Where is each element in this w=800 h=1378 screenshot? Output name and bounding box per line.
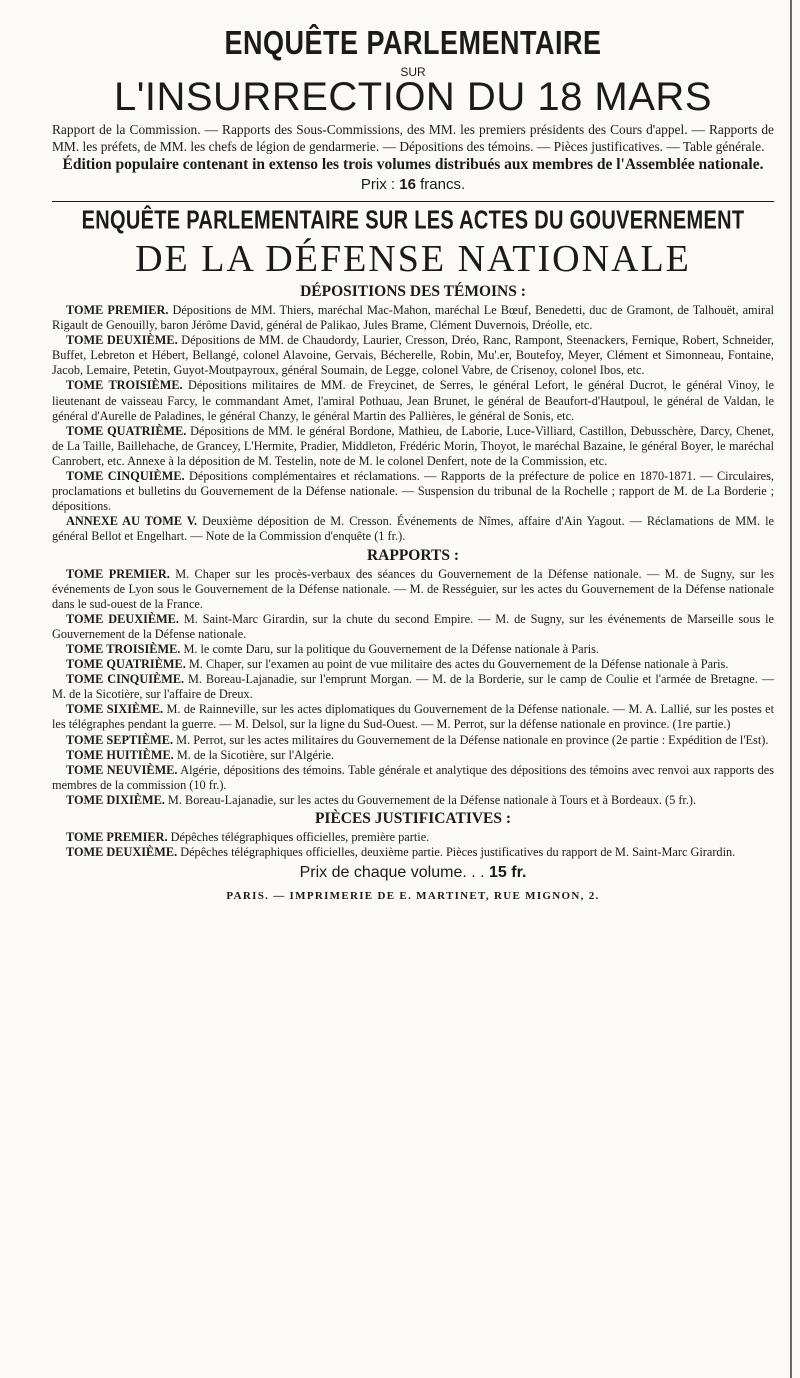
first-price-label: Prix : [360,176,396,193]
rapport-item: TOME CINQUIÈME. M. Boreau-Lajanadie, sur l'emprunt Morgan. — M. de la Borderie, sur le camp de Coulie et l'armée de Bretagne. — M. de la Sicotière, sur l'affaire de Dreux. [52,672,774,702]
first-subject: L'INSURRECTION DU 18 MARS [113,75,712,119]
depositions-heading: DÉPOSITIONS DES TÉMOINS : [300,283,526,300]
rapport-item: TOME NEUVIÈME. Algérie, dépositions des témoins. Table générale et analytique des dépositions des témoins avec renvoi aux rapports des membres de la commission (10 fr.). [52,762,775,792]
first-title: ENQUÊTE PARLEMENTAIRE [224,24,602,62]
advertisement-page [52,20,774,902]
deposition-item: TOME QUATRIÈME. Dépositions de MM. le général Bordone, Mathieu, de Laborie, Luce-Villiard, Castillon, Debusschère, Darcy, Chenet, de La Taille, Baillehache, de Grancey, L'Hermite, Pradier, Middleton, Frédéric Morin, Thoyot, le maréchal Bazaine, le général Boyer, le maréchal Canrobert, etc. Annexe à la déposition de M. Testelin, note de M. le colonel Denfert, note de la Commission, etc. [52,423,774,468]
rapport-item: TOME TROISIÈME. M. le comte Daru, sur la politique du Gouvernement de la Défense nationale à Paris. [66,641,600,656]
rapport-item: TOME SEPTIÈME. M. Perrot, sur les actes militaires du Gouvernement de la Défense nationale en province (2e partie : Expédition de l'Est). [66,732,769,747]
final-price-label: Prix de chaque volume. . . [299,864,485,882]
page-edge [790,0,792,1378]
final-price [52,864,774,882]
deposition-item: TOME TROISIÈME. Dépositions militaires de MM. de Freycinet, de Serres, le général Lefort, le général Ducrot, le général Vinoy, le lieutenant de vaisseau Farcy, le commandant Amet, l'amiral Pothuau, Jean Brunet, le général de Beaufort-d'Hautpoul, le général de Valdan, le général d'Aurelle de Paladines, le général Chanzy, le général Martin des Pallières, le général de Sonis, etc. [52,378,774,423]
divider-rule [52,201,774,202]
rapports-list [52,567,774,809]
rapport-item: TOME HUITIÈME. M. de la Sicotière, sur l'Algérie. [66,747,335,762]
deposition-item: TOME CINQUIÈME. Dépositions complémentaires et réclamations. — Rapports de la préfecture de police en 1870-1871. — Circulaires, proclamations et bulletins du Gouvernement de la Défense nationale. — Suspension du tribunal de la Rochelle ; rapport de M. de La Borderie ; dépositions. [52,469,774,514]
rapport-item: TOME QUATRIÈME. M. Chaper, sur l'examen au point de vue militaire des actes du Gouvernement de la Défense nationale à Paris. [66,657,729,672]
first-contents: Rapport de la Commission. — Rapports des Sous-Commissions, des MM. les premiers présidents des Cours d'appel. — Rapports de MM. les préfets, de MM. les chefs de légion de gendarmerie. — Dépositions des témoins. — Pièces justificatives. — Table générale. [52,122,774,154]
pieces-heading: PIÈCES JUSTIFICATIVES : [314,810,512,827]
second-subject: DE LA DÉFENSE NATIONALE [135,238,691,280]
first-edition: Édition populaire contenant in extenso les trois volumes distribués aux membres de l'Assemblée nationale. [62,156,764,173]
rapport-item: TOME DEUXIÈME. M. Saint-Marc Girardin, sur la chute du second Empire. — M. de Sugny, sur les événements de Marseille sous le Gouvernement de la Défense nationale. [52,611,775,641]
piece-item: TOME DEUXIÈME. Dépêches télégraphiques officielles, deuxième partie. Pièces justificatives du rapport de M. Saint-Marc Girardin. [66,845,736,860]
second-title: ENQUÊTE PARLEMENTAIRE SUR LES ACTES DU GOUVERNEMENT [81,206,745,236]
deposition-item: ANNEXE AU TOME V. Deuxième déposition de M. Cresson. Événements de Nîmes, affaire d'Ain Yagout. — Réclamations de MM. le général Bellot et Engelhart. — Note de la Commission d'enquête (1 fr.). [52,514,775,544]
final-price-value: 15 fr. [489,864,527,882]
piece-item: TOME PREMIER. Dépêches télégraphiques officielles, première partie. [66,830,430,844]
first-price-unit: francs. [420,176,466,193]
first-price [52,176,774,193]
rapport-item: TOME PREMIER. M. Chaper sur les procès-verbaux des séances du Gouvernement de la Défense nationale. — M. de Sugny, sur les événements de Lyon sous le Gouvernement de la Défense nationale. — M. de Rességuier, sur les actes du Gouvernement de la Défense nationale dans le sud-ouest de la France. [52,566,774,611]
first-price-value: 16 [399,176,416,193]
imprint: PARIS. — IMPRIMERIE DE E. MARTINET, RUE MIGNON, 2. [226,890,600,903]
rapports-heading: RAPPORTS : [366,546,460,564]
pieces-list [52,830,774,860]
depositions-list [52,303,774,545]
deposition-item: TOME DEUXIÈME. Dépositions de MM. de Chaudordy, Laurier, Cresson, Dréo, Ranc, Rampont, Steenackers, Fernique, Robert, Schneider, Buffet, Lebreton et Hébert, Bellangé, colonel Alavoine, Gervais, Bécherelle, Robin, Mu'.er, Boutefoy, Meyer, Clément et Simonneau, Fontaine, Jacob, Lemaire, Petetin, Guyot-Moutpayroux, général Soumain, de Legge, colonel Vabre, de Crisenoy, colonel Ibos, etc. [52,333,774,378]
rapport-item: TOME DIXIÈME. M. Boreau-Lajanadie, sur les actes du Gouvernement de la Défense nationale à Tours et à Bordeaux. (5 fr.). [66,792,697,807]
deposition-item: TOME PREMIER. Dépositions de MM. Thiers, maréchal Mac-Mahon, maréchal Le Bœuf, Benedetti, duc de Gramont, de Talhouët, amiral Rigault de Genouilly, baron Jérôme David, général de Palikao, Jules Brame, Clément Duvernois, Dréolle, etc. [52,303,774,333]
rapport-item: TOME SIXIÈME. M. de Rainneville, sur les actes diplomatiques du Gouvernement de la Défense nationale. — M. A. Lallié, sur les postes et les télégraphes pendant la guerre. — M. Delsol, sur la ligne du Sud-Ouest. — M. Perrot, sur la défense nationale en province. (1re partie.) [52,702,774,732]
first-sur: SUR [400,65,426,79]
